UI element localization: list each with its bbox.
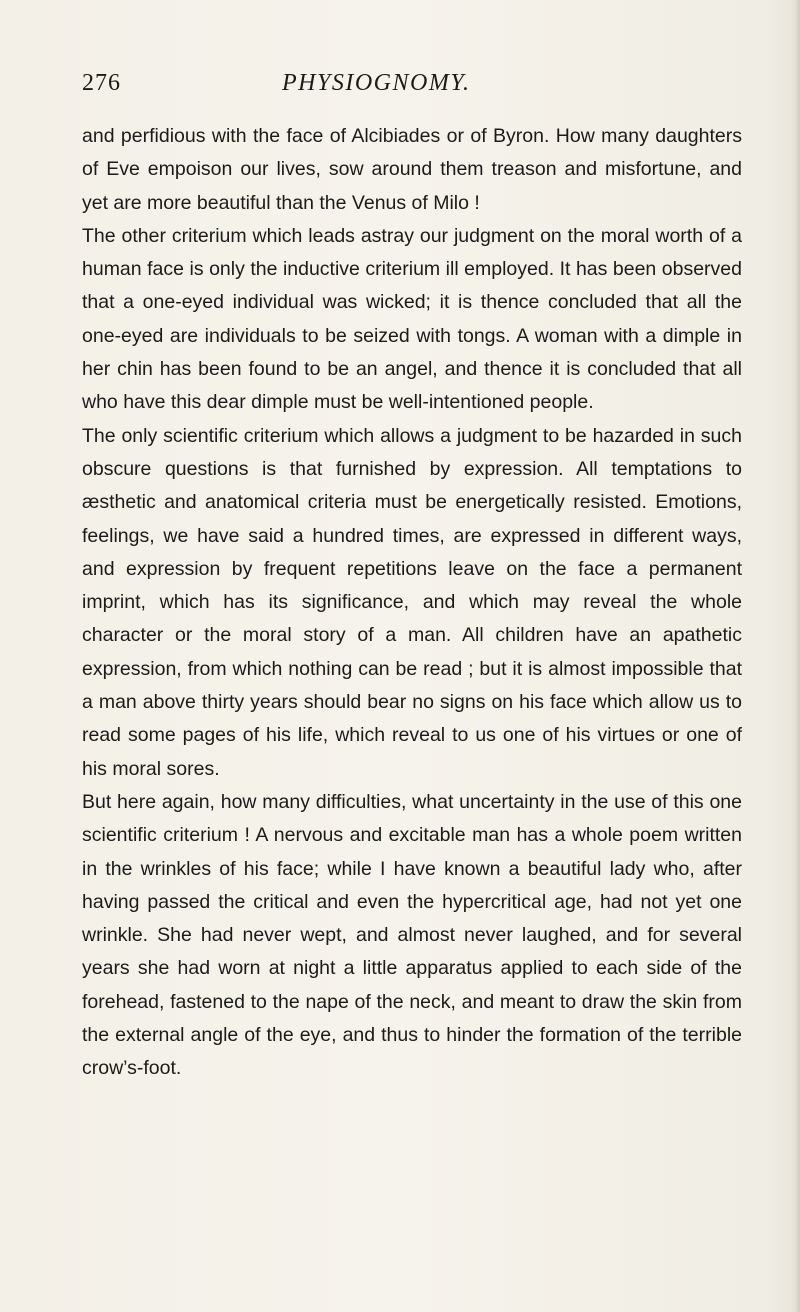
paragraph-continuation: and perfidious with the face of Alcibiades or of Byron. How many daughters of Eve empoison our lives, sow around them treason and misfortune, and yet are more beautiful than the Venus of Milo !	[82, 125, 742, 214]
page-edge-shadow	[794, 0, 800, 1312]
page-header	[82, 70, 742, 106]
paragraph-scientific-criterium: The only scientific criterium which allows a judgment to be hazarded in such obscure questions is that furnished by expression. All temptations to æsthetic and anatomical criteria must be energetically resisted. Emotions, feelings, we have said a hundred times, are expressed in different ways, and expression by frequent repetitions leave on the face a permanent imprint, which has its significance, and which may reveal the whole character or the moral story of a man. All children have an apathetic expression, from which nothing can be read ; but it is almost impossible that a man above thirty years should bear no signs on his face which allow us to read some pages of his life, which reveal to us one of his virtues or one of his moral sores.	[82, 424, 742, 780]
paragraph-difficulties: But here again, how many difficulties, what uncertainty in the use of this one scientific criterium ! A nervous and excitable man has a whole poem written in the wrinkles of his face; while I have known a beautiful lady who, after having passed the critical and even the hypercritical age, had not yet one wrinkle. She had never wept, and almost never laughed, and for several years she had worn at night a little apparatus applied to each side of the forehead, fastened to the nape of the neck, and meant to draw the skin from the external angle of the eye, and thus to hinder the formation of the terrible crow’s-foot.	[82, 790, 742, 1080]
page-number: 276	[82, 70, 121, 96]
paragraph-inductive-criterium: The other criterium which leads astray our judgment on the moral worth of a human face is only the inductive criterium ill employed. It has been observed that a one-eyed individual was wicked; it is thence concluded that all the one-eyed are individuals to be seized with tongs. A woman with a dimple in her chin has been found to be an angel, and thence it is concluded that all who have this dear dimple must be well-intentioned people.	[82, 224, 742, 414]
running-title: PHYSIOGNOMY.	[282, 70, 471, 96]
body-text	[82, 120, 742, 1086]
